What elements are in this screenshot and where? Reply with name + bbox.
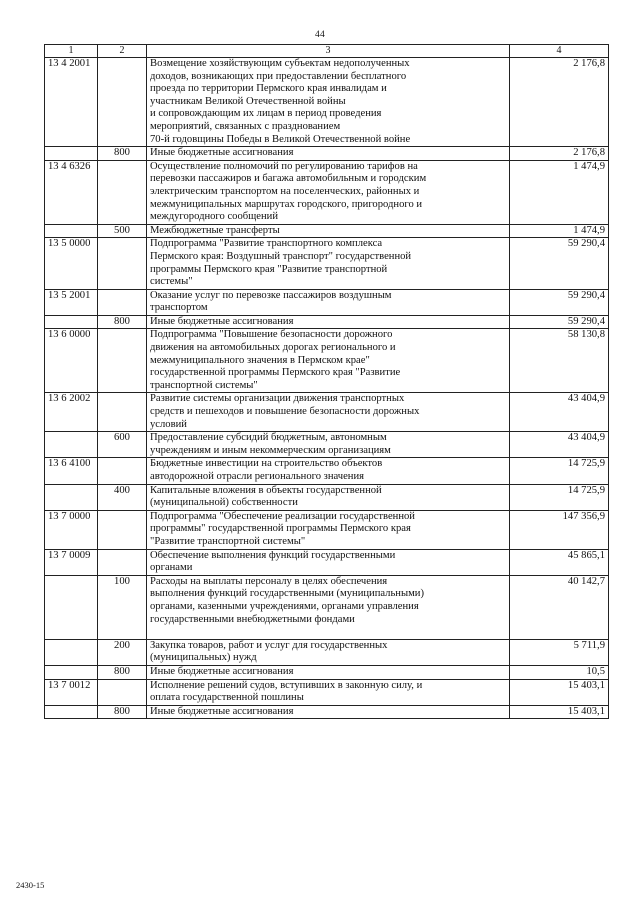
item-description: [147, 315, 510, 329]
description-line: Обеспечение выполнения функций государственными: [150, 549, 396, 561]
item-description: [147, 639, 510, 665]
item-description: [147, 238, 510, 289]
header-row: [45, 45, 609, 58]
description-line: движения на автомобильных дорогах регионального и: [150, 342, 396, 354]
description-line: государственными внебюджетными фондами: [150, 613, 355, 625]
description-line: программы" государственной программы Пермского края: [150, 523, 411, 535]
item-description: [147, 224, 510, 238]
description-line: Бюджетные инвестиции на строительство объектов: [150, 458, 383, 470]
description-line: Осуществление полномочий по регулированию тарифов на: [150, 160, 418, 172]
amount-value: 147 356,9: [510, 510, 609, 549]
page-number: 44: [315, 30, 325, 40]
description-line: проезда по территории Пермского края инвалидам и: [150, 83, 387, 95]
description-line: перевозки пассажиров и багажа автомобильным и городским: [150, 173, 427, 185]
item-description: [147, 665, 510, 679]
target-article-code: 13 5 2001: [45, 289, 98, 315]
description-line: Предоставление субсидий бюджетным, автономным: [150, 432, 387, 444]
column-header-4: 4: [510, 45, 609, 58]
item-description: [147, 289, 510, 315]
description-line: Подпрограмма "Повышение безопасности дорожного: [150, 329, 393, 341]
table-row: [45, 432, 609, 458]
description-line: участникам Великой Отечественной войны: [150, 95, 346, 107]
table-row: [45, 705, 609, 719]
description-line: Оказание услуг по перевозке пассажиров воздушным: [150, 289, 392, 301]
item-description: [147, 432, 510, 458]
item-description: [147, 147, 510, 161]
description-line: Закупка товаров, работ и услуг для государственных: [150, 639, 388, 651]
description-line: доходов, возникающих при предоставлении бесплатного: [150, 70, 407, 82]
description-line: (муниципальных) нужд: [150, 652, 257, 664]
amount-value: 15 403,1: [510, 705, 609, 719]
item-description: [147, 575, 510, 639]
description-line: Расходы на выплаты персоналу в целях обеспечения: [150, 575, 388, 587]
amount-value: 15 403,1: [510, 679, 609, 705]
target-article-code: [45, 432, 98, 458]
table-row: [45, 639, 609, 665]
expense-type-code: 100: [98, 575, 147, 639]
amount-value: 59 290,4: [510, 315, 609, 329]
target-article-code: 13 4 6326: [45, 160, 98, 224]
budget-table: [44, 44, 609, 719]
amount-value: 2 176,8: [510, 147, 609, 161]
table-row: [45, 238, 609, 289]
item-description: [147, 549, 510, 575]
amount-value: 45 865,1: [510, 549, 609, 575]
description-line: и сопровождающим их лицам в период проведения: [150, 108, 382, 120]
item-description: [147, 160, 510, 224]
target-article-code: 13 5 0000: [45, 238, 98, 289]
description-line: межмуниципального значения в Пермском крае": [150, 354, 370, 366]
table-row: [45, 160, 609, 224]
target-article-code: [45, 639, 98, 665]
description-line: программы Пермского края "Развитие транспортной: [150, 263, 388, 275]
description-line: "Развитие транспортной системы": [150, 535, 306, 547]
target-article-code: [45, 575, 98, 639]
description-line: Межбюджетные трансферты: [150, 224, 280, 236]
target-article-code: [45, 224, 98, 238]
description-line: междугородного сообщений: [150, 211, 279, 223]
description-line: выполнения функций государственными (муниципальными): [150, 588, 424, 600]
description-line: транспортом: [150, 302, 208, 314]
amount-value: 14 725,9: [510, 484, 609, 510]
description-line: Развитие системы организации движения транспортных: [150, 393, 405, 405]
expense-type-code: 400: [98, 484, 147, 510]
target-article-code: 13 6 0000: [45, 329, 98, 393]
target-article-code: 13 6 4100: [45, 458, 98, 484]
table-row: [45, 665, 609, 679]
target-article-code: 13 4 2001: [45, 58, 98, 147]
description-line: государственной программы Пермского края "Развитие: [150, 367, 401, 379]
amount-value: 40 142,7: [510, 575, 609, 639]
amount-value: 58 130,8: [510, 329, 609, 393]
expense-type-code: [98, 160, 147, 224]
description-line: Исполнение решений судов, вступивших в законную силу, и: [150, 679, 423, 691]
description-line: [150, 626, 506, 639]
description-line: транспортной системы": [150, 379, 258, 391]
item-description: [147, 484, 510, 510]
description-line: условий: [150, 418, 187, 430]
table-row: [45, 224, 609, 238]
target-article-code: [45, 484, 98, 510]
item-description: [147, 393, 510, 432]
amount-value: 10,5: [510, 665, 609, 679]
amount-value: 14 725,9: [510, 458, 609, 484]
amount-value: 1 474,9: [510, 160, 609, 224]
amount-value: 5 711,9: [510, 639, 609, 665]
description-line: учреждениям и иным некоммерческим организациям: [150, 444, 391, 456]
item-description: [147, 58, 510, 147]
description-line: Иные бюджетные ассигнования: [150, 147, 294, 159]
table-row: [45, 58, 609, 147]
table-body: [45, 58, 609, 719]
description-line: Подпрограмма "Обеспечение реализации государственной: [150, 510, 415, 522]
footer-document-code: 2430-15: [16, 880, 45, 890]
description-line: системы": [150, 276, 193, 288]
description-line: Пермского края: Воздушный транспорт" государственной: [150, 250, 412, 262]
description-line: Иные бюджетные ассигнования: [150, 665, 294, 677]
table-row: [45, 458, 609, 484]
table-row: [45, 329, 609, 393]
expense-type-code: 800: [98, 665, 147, 679]
target-article-code: [45, 705, 98, 719]
target-article-code: 13 7 0009: [45, 549, 98, 575]
table-row: [45, 549, 609, 575]
expense-type-code: 800: [98, 147, 147, 161]
description-line: оплата государственной пошлины: [150, 692, 304, 704]
amount-value: 43 404,9: [510, 432, 609, 458]
table-row: [45, 315, 609, 329]
table-row: [45, 575, 609, 639]
target-article-code: 13 7 0012: [45, 679, 98, 705]
description-line: Подпрограмма "Развитие транспортного комплекса: [150, 238, 383, 250]
item-description: [147, 510, 510, 549]
expense-type-code: [98, 238, 147, 289]
item-description: [147, 458, 510, 484]
amount-value: 59 290,4: [510, 289, 609, 315]
description-line: 70-й годовщины Победы в Великой Отечественной войне: [150, 133, 411, 145]
expense-type-code: [98, 329, 147, 393]
expense-type-code: [98, 510, 147, 549]
table-row: [45, 510, 609, 549]
table-row: [45, 679, 609, 705]
description-line: (муниципальной) собственности: [150, 497, 298, 509]
expense-type-code: 500: [98, 224, 147, 238]
target-article-code: [45, 147, 98, 161]
amount-value: 43 404,9: [510, 393, 609, 432]
description-line: электрическим транспортом на поселенческих, районных и: [150, 185, 420, 197]
table-row: [45, 484, 609, 510]
expense-type-code: 200: [98, 639, 147, 665]
expense-type-code: [98, 458, 147, 484]
description-line: мероприятий, связанных с празднованием: [150, 120, 341, 132]
expense-type-code: 800: [98, 705, 147, 719]
description-line: Иные бюджетные ассигнования: [150, 315, 294, 327]
table-row: [45, 147, 609, 161]
target-article-code: 13 7 0000: [45, 510, 98, 549]
target-article-code: [45, 665, 98, 679]
description-line: средств и пешеходов и повышение безопасности дорожных: [150, 406, 420, 418]
item-description: [147, 679, 510, 705]
amount-value: 59 290,4: [510, 238, 609, 289]
amount-value: 1 474,9: [510, 224, 609, 238]
description-line: органами: [150, 562, 193, 574]
expense-type-code: 600: [98, 432, 147, 458]
description-line: Иные бюджетные ассигнования: [150, 705, 294, 717]
expense-type-code: [98, 679, 147, 705]
expense-type-code: [98, 393, 147, 432]
amount-value: 2 176,8: [510, 58, 609, 147]
description-line: Возмещение хозяйствующим субъектам недополученных: [150, 58, 410, 69]
target-article-code: 13 6 2002: [45, 393, 98, 432]
description-line: автодорожной отрасли регионального значения: [150, 471, 365, 482]
description-line: органами, казенными учреждениями, органами управления: [150, 600, 419, 612]
column-header-3: 3: [147, 45, 510, 58]
expense-type-code: 800: [98, 315, 147, 329]
description-line: межмуниципальных маршрутах городского, пригородного и: [150, 198, 423, 210]
column-header-2: 2: [98, 45, 147, 58]
table-row: [45, 289, 609, 315]
expense-type-code: [98, 549, 147, 575]
item-description: [147, 705, 510, 719]
column-header-1: 1: [45, 45, 98, 58]
table-row: [45, 393, 609, 432]
expense-type-code: [98, 289, 147, 315]
target-article-code: [45, 315, 98, 329]
expense-type-code: [98, 58, 147, 147]
description-line: Капитальные вложения в объекты государственной: [150, 484, 382, 496]
item-description: [147, 329, 510, 393]
